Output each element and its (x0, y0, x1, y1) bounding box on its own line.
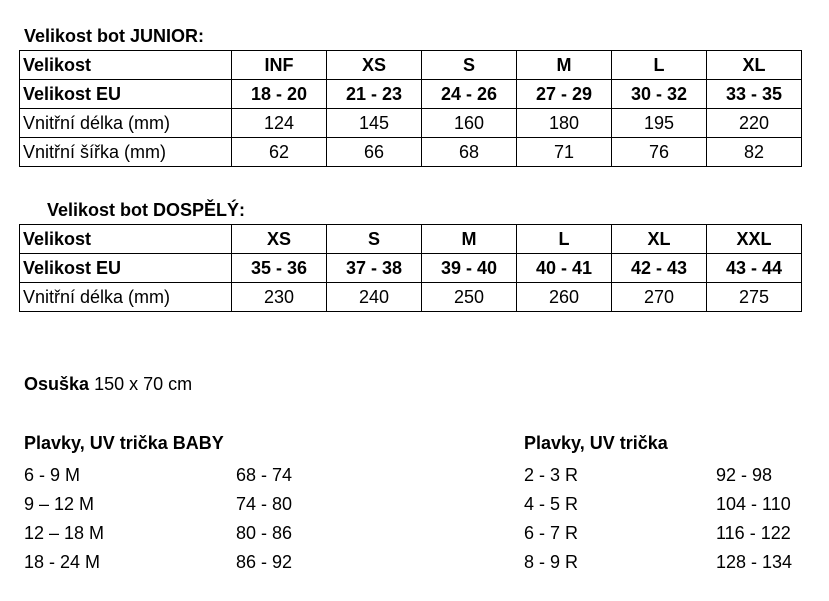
list-item (524, 490, 814, 519)
list-item (24, 461, 324, 490)
size-cell: L (517, 225, 612, 254)
eu-cell: 40 - 41 (517, 254, 612, 283)
height-range: 104 - 110 (716, 494, 791, 514)
eu-cell: 18 - 20 (232, 80, 327, 109)
length-cell: 180 (517, 109, 612, 138)
kids-list-title: Plavky, UV trička (524, 433, 668, 453)
age-range: 6 - 7 R (524, 523, 579, 543)
length-cell: 220 (707, 109, 802, 138)
row-label: Vnitřní šířka (mm) (20, 138, 232, 167)
junior-row-width (20, 138, 802, 167)
size-cell: S (327, 225, 422, 254)
eu-cell: 39 - 40 (422, 254, 517, 283)
size-cell: M (517, 51, 612, 80)
list-item (524, 548, 814, 577)
height-range: 116 - 122 (716, 523, 791, 543)
length-cell: 160 (422, 109, 517, 138)
eu-cell: 21 - 23 (327, 80, 422, 109)
length-cell: 124 (232, 109, 327, 138)
height-range: 86 - 92 (236, 552, 293, 572)
adult-title: Velikost bot DOSPĚLÝ: (47, 200, 246, 220)
length-cell: 260 (517, 283, 612, 312)
height-range: 74 - 80 (236, 494, 293, 514)
kids-size-list (524, 433, 814, 577)
eu-cell: 30 - 32 (612, 80, 707, 109)
length-cell: 230 (232, 283, 327, 312)
width-cell: 76 (612, 138, 707, 167)
junior-size-table (19, 50, 802, 167)
size-cell: XL (612, 225, 707, 254)
width-cell: 66 (327, 138, 422, 167)
length-cell: 240 (327, 283, 422, 312)
adult-row-size (20, 225, 802, 254)
age-range: 4 - 5 R (524, 494, 579, 514)
row-label: Velikost EU (20, 254, 232, 283)
size-cell: XS (232, 225, 327, 254)
row-label: Velikost EU (20, 80, 232, 109)
list-item (24, 490, 324, 519)
width-cell: 82 (707, 138, 802, 167)
age-range: 12 – 18 M (24, 523, 105, 543)
list-item (524, 461, 814, 490)
age-range: 9 – 12 M (24, 494, 95, 514)
length-cell: 145 (327, 109, 422, 138)
size-cell: INF (232, 51, 327, 80)
eu-cell: 24 - 26 (422, 80, 517, 109)
adult-row-eu (20, 254, 802, 283)
junior-row-length (20, 109, 802, 138)
age-range: 2 - 3 R (524, 465, 579, 485)
row-label: Vnitřní délka (mm) (20, 109, 232, 138)
junior-row-size (20, 51, 802, 80)
towel-size: 150 x 70 cm (94, 374, 193, 394)
height-range: 128 - 134 (716, 552, 793, 572)
length-cell: 195 (612, 109, 707, 138)
row-label: Vnitřní délka (mm) (20, 283, 232, 312)
height-range: 92 - 98 (716, 465, 773, 485)
size-cell: M (422, 225, 517, 254)
junior-row-eu (20, 80, 802, 109)
row-label: Velikost (20, 225, 232, 254)
size-cell: XXL (707, 225, 802, 254)
age-range: 8 - 9 R (524, 552, 579, 572)
towel-line (24, 374, 192, 394)
length-cell: 250 (422, 283, 517, 312)
eu-cell: 35 - 36 (232, 254, 327, 283)
size-cell: XL (707, 51, 802, 80)
row-label: Velikost (20, 51, 232, 80)
width-cell: 68 (422, 138, 517, 167)
eu-cell: 37 - 38 (327, 254, 422, 283)
length-cell: 275 (707, 283, 802, 312)
list-item (524, 519, 814, 548)
adult-size-table (19, 224, 802, 312)
width-cell: 62 (232, 138, 327, 167)
eu-cell: 43 - 44 (707, 254, 802, 283)
age-range: 18 - 24 M (24, 552, 101, 572)
adult-row-length (20, 283, 802, 312)
list-item (24, 519, 324, 548)
length-cell: 270 (612, 283, 707, 312)
age-range: 6 - 9 M (24, 465, 81, 485)
height-range: 80 - 86 (236, 523, 293, 543)
eu-cell: 27 - 29 (517, 80, 612, 109)
size-cell: L (612, 51, 707, 80)
eu-cell: 33 - 35 (707, 80, 802, 109)
baby-size-list (24, 433, 324, 577)
baby-list-title: Plavky, UV trička BABY (24, 433, 224, 453)
list-item (24, 548, 324, 577)
towel-label: Osuška (24, 374, 90, 394)
height-range: 68 - 74 (236, 465, 293, 485)
size-cell: S (422, 51, 517, 80)
width-cell: 71 (517, 138, 612, 167)
eu-cell: 42 - 43 (612, 254, 707, 283)
junior-title: Velikost bot JUNIOR: (24, 26, 205, 46)
size-cell: XS (327, 51, 422, 80)
